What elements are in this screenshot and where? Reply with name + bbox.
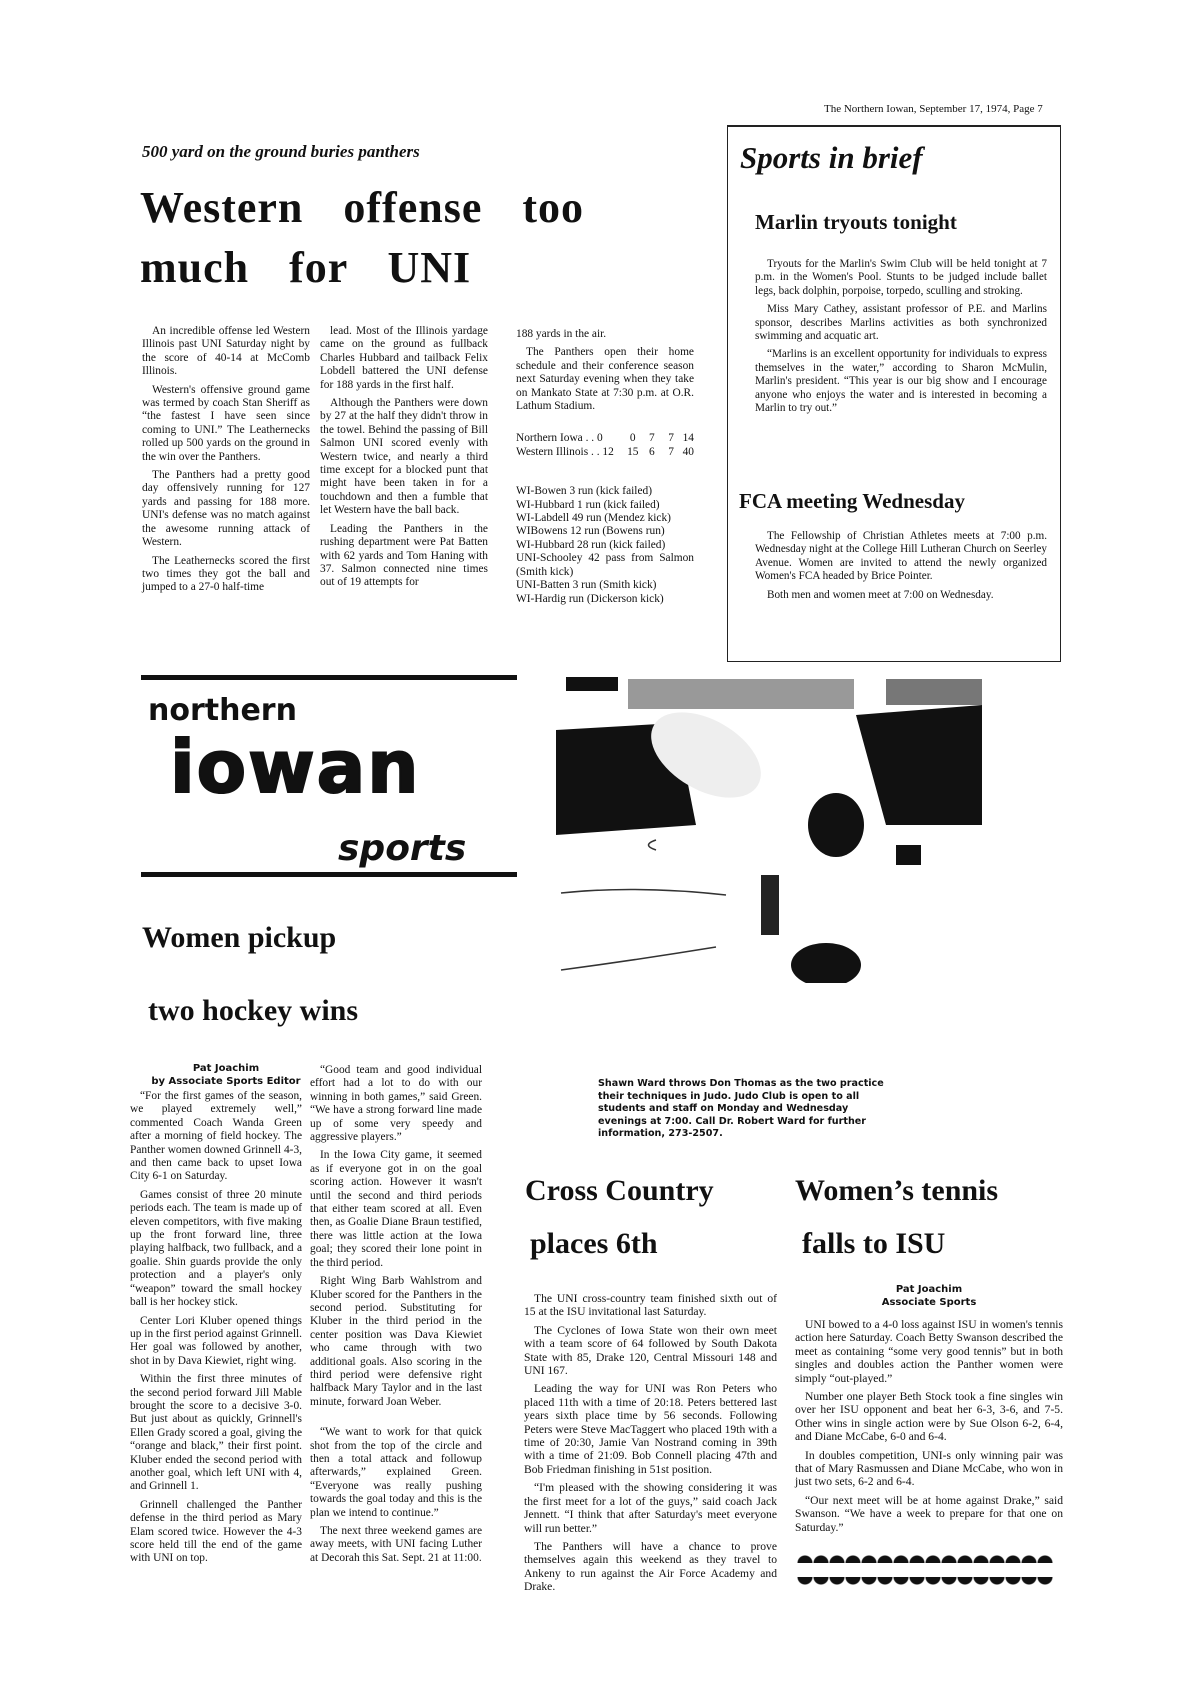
paragraph: The Panthers will have a chance to prove themselves again this weekend as they travel to Ankeny to run against the Air Force Academy and Drake. [524,1539,777,1594]
hockey-headline-1: Women pickup [142,921,337,954]
paragraph: Center Lori Kluber opened things up in the first period against Grinnell. Her goal was followed by another, shot in by Dava Kiewiet, right wing. [130,1314,302,1367]
tennis-byline: Pat Joachim Associate Sports [881,1284,977,1308]
paragraph: The Panthers open their home schedule and their conference season next Saturday evening when they take on Mankato State at 7:30 p.m. at O.R. Lathum Stadium. [516,346,694,413]
football-column-3 [516,328,694,606]
paragraph: UNI bowed to a 4-0 loss against ISU in women's tennis action here Saturday. Coach Betty Swanson described the meet as containing “some very good tennis” but in both singles and doubles action the Panther women were simply “out-played.” [795,1318,1063,1385]
football-column-1 [142,325,310,600]
page-folio: The Northern Iowan, September 17, 1974, Page 7 [824,103,1043,115]
paragraph: Although the Panthers were down by 27 at the half they didn't throw in the towel. Behind the passing of Bill Salmon UNI scored evenly with Western twice, and nearly a third time except for a blocked punt that might have been taken in for a touchdown and then a fumble that let Western have the ball back. [320,397,488,517]
scoring-play: UNI-Schooley 42 pass from Salmon (Smith kick) [516,552,694,578]
paragraph: “Our next meet will be at home against Drake,” said Swanson. “We have a week to prepare for that one on Saturday.” [795,1493,1063,1534]
cross-country-headline-2: places 6th [530,1227,658,1260]
paragraph: The Leathernecks scored the first two times they got the ball and jumped to a 27-0 half-time [142,554,310,594]
photo-caption: Shawn Ward throws Don Thomas as the two practice their techniques in Judo. Judo Club is open to all students and staff on Monday and Wednesday evenings at 7:00. Call Dr. Robert Ward for further information, 273-2507. [598,1078,884,1140]
scoring-play: WI-Hardig run (Dickerson kick) [516,592,664,605]
marlin-headline: Marlin tryouts tonight [755,210,957,234]
sports-in-brief-title: Sports in brief [740,140,923,175]
linescore-row: Northern Iowa . . 0 0 7 7 14 [516,432,694,445]
paragraph: In the Iowa City game, it seemed as if everyone got in on the goal scoring action. However it wasn't until the second and third periods that either team scored at all. Even then, as Goalie Diane Braun testified, there was little action at the Iowa goal; they scored their lone point in the third period. [310,1149,482,1269]
decorative-border-bottom [797,1577,1053,1587]
football-headline: Western offense too much for UNI [140,183,585,292]
scoring-play: WI-Labdell 49 run (Mendez kick) [516,512,671,525]
paragraph: The Panthers had a pretty good day offensively running for 127 yards and passing for 188 more. UNI's defense was no match against the awesome running attack of Western. [142,469,310,549]
football-kicker: 500 yard on the ground buries panthers [142,142,420,161]
nameplate-sports: sports [338,828,467,869]
paragraph: Within the first three minutes of the second period forward Jill Mable brought the score to a decisive 3-0. But just about as quickly, Grinnell's Ellen Grady scored a goal, giving the “orange and black,” their first point. Kluber ended the second period with another goal, which left UNI with 4, and Grinnell 1. [130,1373,302,1493]
fca-story [755,530,1047,607]
decorative-border-top [797,1553,1053,1563]
scoring-play: WI-Hubbard 1 run (kick failed) [516,498,660,511]
scoring-summary [516,485,694,606]
paragraph: “For the first games of the season, we played extremely well,” commented Coach Wanda Green after a morning of field hockey. The Panther women downed Grinnell 4-3, and then came back to upset Iowa City 6-1 on Saturday. [130,1090,302,1183]
scoring-play: UNI-Batten 3 run (Smith kick) [516,579,657,592]
football-column-2 [320,325,488,595]
scoring-play: WIBowens 12 run (Bowens run) [516,525,665,538]
scoring-play: WI-Hubbard 28 run (kick failed) [516,538,666,551]
paragraph: Western's offensive ground game was termed by coach Stan Sheriff as “the fastest I have seen since coming to UNI.” The Leathernecks rolled up 500 yards on the ground in the win over the Panthers. [142,383,310,463]
fca-headline: FCA meeting Wednesday [739,489,965,513]
marlin-story [755,258,1047,420]
paragraph: “Marlins is an excellent opportunity for individuals to express themselves in the water,” according to Sharon McMulin, Marlin's president. “This year is our big show and I encourage anyone who enjoys the water and is interested in becoming a Marlin to try out.” [755,348,1047,415]
cross-country-headline-1: Cross Country [525,1174,714,1207]
paragraph: Number one player Beth Stock took a fine singles win over her ISU opponent and beat her 6-3, 3-6, and 7-5. Other wins in single action were by Sue Olson 6-2, 6-4, and Diane McCabe, 6-0 and 6-4. [795,1390,1063,1444]
paragraph: Leading the Panthers in the rushing department were Pat Batten with 62 yards and Tom Haning with 37. Salmon connected nine times out of 19 attempts for [320,522,488,589]
paragraph: Tryouts for the Marlin's Swim Club will be held tonight at 7 p.m. in the Women's Pool. Stunts to be judged include ballet legs, back dolphin, porpoise, torpedo, sculling and stroking. [755,258,1047,297]
paragraph: Grinnell challenged the Panther defense in the third period as Mary Elam scored twice. However the 4-3 score held till the end of the game with UNI on top. [130,1498,302,1565]
paragraph: lead. Most of the Illinois yardage came on the ground as fullback Charles Hubbard and tailback Felix Lobdell battered the UNI defense for 188 yards in the first half. [320,325,488,391]
paragraph: In doubles competition, UNI-s only winning pair was that of Mary Rasmussen and Diane McCabe, who won in just two sets, 6-2 and 6-4. [795,1448,1063,1489]
paragraph: The next three weekend games are away meets, with UNI facing Luther at Decorah this Sat. Sept. 21 at 11:00. [310,1525,482,1564]
paragraph: Right Wing Barb Wahlstrom and Kluber scored for the Panthers in the second period. Substituting for Kluber in the third period in the center position was Dava Kiewiet who came through with two additional goals. Also scoring in the third period were defensive right halfback Mary Taylor and in the last minute, forward Joan Weber. [310,1275,482,1408]
hockey-headline-2: two hockey wins [148,994,359,1027]
nameplate-rule-top [141,675,517,680]
paragraph: Leading the way for UNI was Ron Peters who placed 11th with a time of 20:18. Peters bettered last years sixth place time by 56 seconds. Following Peters were Steve MacTaggert who placed 19th with a time of 20:30, Jamie Van Nostrand coming in 39th with a time of 21:09. Bob Connell placing 47th and Bob Friedman finishing in 51st position. [524,1382,777,1476]
hockey-column-1 [130,1090,302,1571]
paragraph: Miss Mary Cathey, assistant professor of P.E. and Marlins sponsor, describes Marlins activities as both synchronized swimming and acquatic art. [755,303,1047,343]
linescore-row: Western Illinois . . 12 15 6 7 40 [516,445,694,458]
paragraph: “I'm pleased with the showing considering it was the first meet for a lot of the guys,” said coach Jack Jennett. “I think that after Saturday's meet everyone will run better.” [524,1481,777,1535]
judo-photo [556,675,982,983]
paragraph: The Fellowship of Christian Athletes meets at 7:00 p.m. Wednesday night at the College Hill Lutheran Church on Seerley Avenue. Women are invited to attend the newly organized Women's FCA headed by Brice Pointer. [755,530,1047,583]
nameplate-rule-bottom [141,872,517,877]
hockey-byline: Pat Joachim by Associate Sports Editor [151,1063,301,1087]
scoring-play: WI-Bowen 3 run (kick failed) [516,485,653,498]
hockey-column-2 [310,1064,482,1570]
paragraph: 188 yards in the air. [516,328,607,340]
paragraph: “Good team and good individual effort had a lot to do with our winning in both games,” said Green. “We have a strong forward line made up of some very speedy and aggressive players.” [310,1064,482,1144]
paragraph: Both men and women meet at 7:00 on Wednesday. [767,588,994,601]
paragraph: The UNI cross-country team finished sixth out of 15 at the ISU invitational last Saturday. [524,1292,777,1319]
tennis-story [795,1318,1063,1539]
cross-country-story [524,1292,777,1599]
paragraph: The Cyclones of Iowa State won their own meet with a team score of 64 followed by South Dakota State with 85, Drake 120, Central Missouri 148 and UNI 167. [524,1323,777,1378]
tennis-headline-1: Women’s tennis [795,1174,999,1207]
nameplate-northern: northern [148,693,297,728]
paragraph: “We want to work for that quick shot from the top of the circle and then a total attack and followup afterwards,” explained Green. “Everyone was really pushing towards the goal today and this is the plan we intend to continue.” [310,1426,482,1519]
paragraph: Games consist of three 20 minute periods each. The team is made up of eleven competitors, with five making up the front forward line, three playing halfback, two fullback, and a goalie. Shin guards provide the only protection and a player's only “weapon” toward the small hockey ball is her hockey stick. [130,1188,302,1309]
paragraph: An incredible offense led Western Illinois past UNI Saturday night by the score of 40-14 at McComb Illinois. [142,325,310,378]
tennis-headline-2: falls to ISU [802,1227,946,1260]
nameplate-iowan: iowan [170,725,421,809]
judo-photo-image [556,675,982,983]
